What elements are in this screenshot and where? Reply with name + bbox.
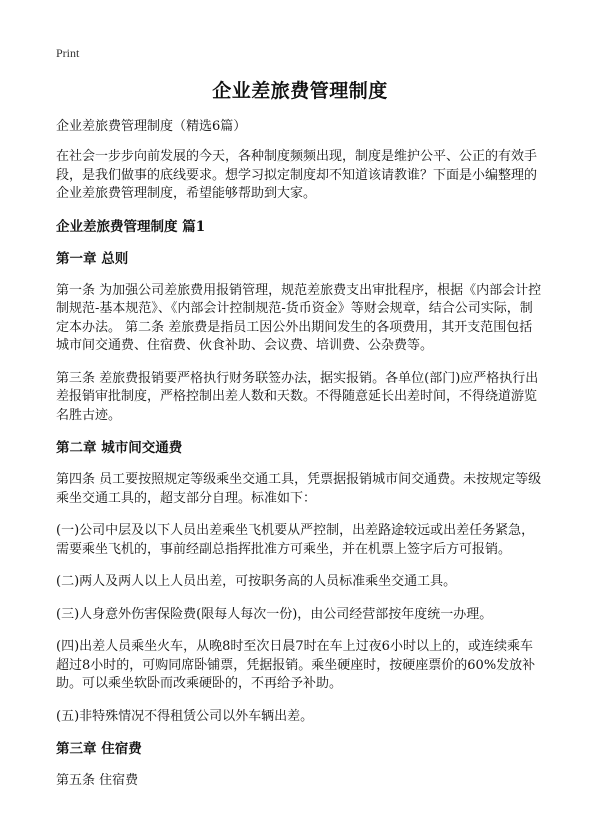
chapter-2-paragraph-6: (五)非特殊情况不得租赁公司以外车辆出差。 xyxy=(56,708,314,724)
chapter-2-heading: 第二章 城市间交通费 xyxy=(56,440,183,456)
article-heading: 企业差旅费管理制度 篇1 xyxy=(56,218,206,235)
print-label: Print xyxy=(56,46,80,60)
chapter-1-paragraph-2: 第三条 差旅费报销要严格执行财务联签办法，据实报销。各单位(部门)应严格执行出差报销审批制度，严格控制出差人数和天数。不得随意延长出差时间，不得绕道游览名胜古迹。 xyxy=(56,370,539,423)
chapter-1-heading: 第一章 总则 xyxy=(56,250,129,267)
chapter-2-paragraph-4: (三)人身意外伤害保险费(限每人每次一份)，由公司经营部按年度统一办理。 xyxy=(56,606,493,622)
chapter-3-paragraph-1: 第五条 住宿费 xyxy=(56,773,139,788)
chapter-2-paragraph-1: 第四条 员工要按照规定等级乘坐交通工具，凭票据报销城市间交通费。未按规定等级乘坐交通工具的，超支部分自理。标准如下： xyxy=(56,472,542,506)
chapter-2-paragraph-3: (二)两人及两人以上人员出差，可按职务高的人员标准乘坐交通工具。 xyxy=(56,574,457,589)
document-subtitle: 企业差旅费管理制度（精选6篇） xyxy=(56,119,247,134)
intro-paragraph: 在社会一步步向前发展的今天，各种制度频频出现，制度是维护公平、公正的有效手段，是我们做事的底线要求。想学习拟定制度却不知道该请教谁？下面是小编整理的企业差旅费管理制度，希望能够帮助到大家。 xyxy=(56,149,538,201)
document-title: 企业差旅费管理制度 xyxy=(212,80,388,102)
chapter-3-heading: 第三章 住宿费 xyxy=(56,741,142,757)
chapter-2-paragraph-2: (一)公司中层及以下人员出差乘坐飞机要从严控制，出差路途较远或出差任务紧急，需要乘坐飞机的，事前经副总指挥批准方可乘坐，并在机票上签字后方可报销。 xyxy=(56,523,535,557)
chapter-2-paragraph-5: (四)出差人员乘坐火车，从晚8时至次日晨7时在车上过夜6小时以上的，或连续乘车超过8小时的，可购同席卧铺票，凭据报销。乘坐硬座时，按硬座票价的60%发放补助。可以乘坐软卧而改乘硬卧的，不再给予补助。 xyxy=(56,639,536,691)
chapter-1-paragraph-1: 第一条 为加强公司差旅费用报销管理，规范差旅费支出审批程序，根据《内部会计控制规范-基本规范》、《内部会计控制规范-货币资金》等财会规章，结合公司实际，制定本办法。 第二条 差旅费是指员工因公外出期间发生的各项费用，其开支范围包括城市间交通费、住宿费、伙食补助、会议费、培训费、公杂费等。 xyxy=(56,282,542,353)
